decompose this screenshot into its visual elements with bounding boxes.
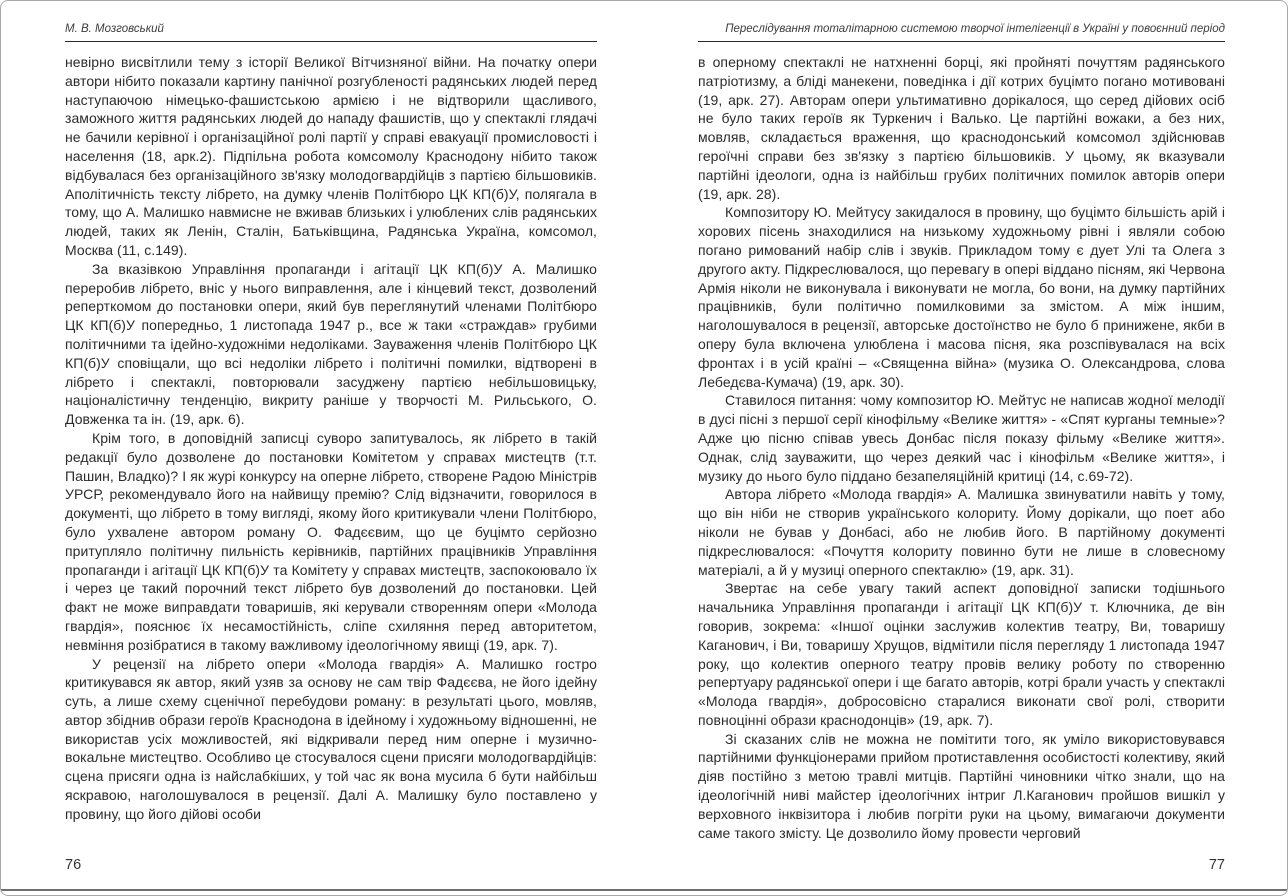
header-rule-right	[698, 41, 1225, 42]
running-head-title: Переслідування тоталітарною системою творчої інтелігенції в Україні у повоєнний період	[725, 23, 1225, 35]
running-head-author: М. В. Мозговський	[65, 23, 164, 35]
page-number-left: 76	[65, 857, 82, 873]
paragraph: Ставилося питання: чому композитор Ю. Мейтус не написав жодної мелодії в дусі пісні з першої серії кінофільму «Велике життя» - «Спят курганы темные»? Адже цю пісню співав увесь Донбас після показу фільму «Велике життя». Однак, слід зауважити, що через деякий час і кінофільм «Велике життя», і музику до нього було піддано безапеляційній критиці (14, с.69-72).	[698, 392, 1225, 484]
paragraph: Композитору Ю. Мейтусу закидалося в провину, що буцімто більшість арій і хорових пісень знаходилися на низькому художньому рівні і являли собою погано римований набір слів і звуків. Прикладом тому є дует Улі та Олега з другого акту. Підкреслювалося, що перевагу в опері віддано пісням, які Червона Армія ніколи не виконувала і виконувати не могла, бо вони, на думку партійних працівників, були політично помилковими за змістом. А між іншим, наголошувалося в рецензії, авторське достоїнство не було б принижене, якби в оперу була включена улюблена і масова пісня, яка розспівувалася на всіх фронтах і в усій країні – «Священна війна» (музика О. Олександрова, слова Лебедєва-Кумача) (19, арк. 30).	[698, 204, 1225, 390]
bottom-rule	[1, 889, 1287, 891]
page-left-body	[65, 53, 597, 855]
paragraph: Крім того, в доповідній записці суворо запитувалось, як лібрето в такій редакції було дозволене до постановки Комітетом у справах мистецтв (т.т. Пашин, Владко)? І як журі конкурсу на оперне лібрето, створене Радою Міністрів УРСР, рекомендувало його на найвищу премію? Слід відзначити, говорилося в документі, що лібрето в тому вигляді, якому його критикували члени Політбюро, було ухвалене автором роману О. Фадєєвим, що це буцімто серйозно притупляло політичну пильність керівників, партійних працівників Управління пропаганди і агітації ЦК КП(б)У та Комітету у справах мистецтв, заспокоювало їх і через це такий порочний текст лібрето був дозволений до постановки. Цей факт не може виправдати товаришів, які керували створенням опери «Молода гвардія», пояснює їх несамостійність, сліпе схиляння перед авторитетом, невміння розібратися в такому важливому ідеологічному явищі (19, арк. 7).	[65, 429, 597, 653]
paragraph: Автора лібрето «Молода гвардія» А. Малишка звинуватили навіть у тому, що він ніби не створив українського колориту. Йому дорікали, що поет або ніколи не бував у Донбасі, або не любив його. В партійному документі підкреслювалося: «Почуття колориту повинно бути не лише в словесному матеріалі, а й у музиці оперного спектаклю» (19, арк. 31).	[698, 486, 1225, 578]
paragraph: Зі сказаних слів не можна не помітити того, як уміло використовувався партійними функціонерами прийом протиставлення особистості колективу, який діяв постійно з метою травлі митців. Партійні чиновники чітко знали, що на ідеологічній ниві майстер ідеологічних інтриг Л.Каганович пройшов вишкіл у верховного інквізитора і любив погріти руки на цьому, вимагаючи документи саме такого змісту. Це дозволило йому провести черговий	[698, 730, 1225, 841]
paragraph: невірно висвітлили тему з історії Великої Вітчизняної війни. На початку опери автори нібито показали картину панічної розгубленості радянських людей перед наступаючою німецько-фашистською армією і не відтворили щасливого, заможного життя радянських людей до нападу фашистів, що у спектаклі глядачі не бачили керівної і організаційної ролі партії у справі евакуації промисловості і населення (18, арк.2). Підпільна робота комсомолу Краснодону нібито також відбувалася без організаційного зв'язку молодогвардійців з партією більшовиків. Аполітичність тексту лібрето, на думку членів Політбюро ЦК КП(б)У, полягала в тому, що А. Малишко навмисне не вживав близьких і улюблених слів радянських людей, таких як Ленін, Сталін, Батьківщина, Радянська Україна, комсомол, Москва (11, с.149).	[65, 54, 597, 258]
paragraph: За вказівкою Управління пропаганди і агітації ЦК КП(б)У А. Малишко переробив лібрето, вніс у нього виправлення, але і кінцевий текст, дозволений реперткомом до постановки опери, який був переглянутий членами Політбюро ЦК КП(б)У попередньо, 1 листопада 1947 р., все ж таки «страждав» грубими політичними та ідейно-художніми недоліками. Зауваження членів Політбюро ЦК КП(б)У сповіщали, що всі недоліки лібрето і політичні помилки, відтворені в лібрето і спектаклі, повторювали засуджену партією небільшовицьку, націоналістичну тенденцію, викриту раніше у творчості М. Рильського, О. Довженка та ін. (19, арк. 6).	[65, 260, 597, 428]
page-left	[65, 1, 597, 896]
paragraph: в оперному спектаклі не натхненні борці, які пройняті почуттям радянського патріотизму, а бліді манекени, поведінка і дії котрих буцімто погано мотивовані (19, арк. 27). Авторам опери ультимативно дорікалося, що серед дійових осіб не було таких героїв як Туркенич і Валько. Це партійні вожаки, а без них, мовляв, складається враження, що краснодонський комсомол здійснював героїчні справи без зв'язку з партією більшовиків. У цьому, як вказували партійні ідеологи, одна із найбільш грубих політичних помилок авторів опери (19, арк. 28).	[698, 54, 1225, 202]
page-right	[698, 1, 1225, 896]
page-right-body	[698, 53, 1225, 855]
paragraph: У рецензії на лібрето опери «Молода гвардія» А. Малишко гостро критикувався як автор, який узяв за основу не сам твір Фадєєва, не його ідейну суть, а лише схему сценічної перебудови роману: в результаті цього, мовляв, автор збіднив образи героїв Краснодона в ідейному і художньому відношенні, не використав усіх можливостей, які відкривали перед ним оперне і музично-вокальне мистецтво. Особливо це стосувалося сцени присяги молодогвардійців: сцена присяги одна із найслабкіших, у той час як вона мусила б бути найбільш яскравою, наголошувалося в рецензії. Далі А. Малишку було поставлено у провину, що його дійові особи	[65, 655, 597, 822]
header-rule-left	[65, 41, 597, 42]
page-number-right: 77	[1208, 857, 1225, 873]
paragraph: Звертає на себе увагу такий аспект доповідної записки тодішнього начальника Управління пропаганди і агітації ЦК КП(б)У т. Ключника, де він говорив, зокрема: «Іншої оцінки заслужив колектив театру, Ви, товаришу Каганович, і Ви, товаришу Хрущов, відмітили після перегляду 1 листопада 1947 року, що колектив оперного театру провів велику роботу по створенню репертуару радянської опери і ще багато авторів, котрі брали участь у спектаклі «Молода гвардія», добросовісно старалися виконати свої ролі, створити повноцінні образи краснодонців» (19, арк. 7).	[698, 580, 1225, 728]
